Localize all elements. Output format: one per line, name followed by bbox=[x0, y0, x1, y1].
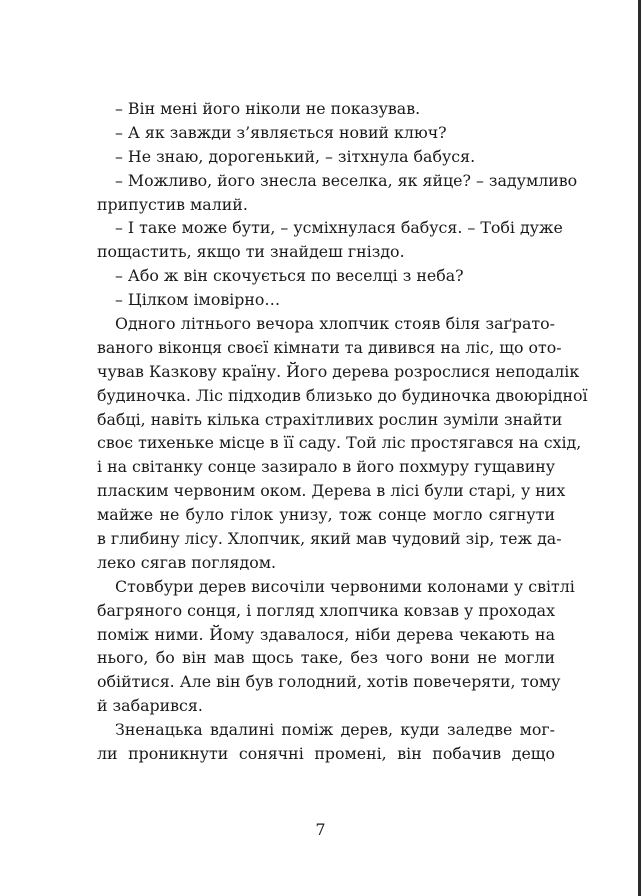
page-number: 7 bbox=[315, 820, 326, 839]
text-line: своє тихеньке місце в її саду. Той ліс простягався на схід, bbox=[97, 433, 582, 453]
text-line: пощастить, якщо ти знайдеш гніздо. bbox=[97, 242, 405, 262]
text-line: чував Казкову країну. Його дерева розрослися неподалік bbox=[97, 361, 580, 381]
text-line: Стовбури дерев височіли червоними колонами у світлі bbox=[115, 576, 575, 596]
text-line: майже не було гілок унизу, тож сонце могло сягнути bbox=[97, 505, 555, 525]
text-line: – І таке може бути, – усміхнулася бабуся. – Тобі дуже bbox=[115, 218, 563, 238]
text-line: ли проникнути сонячні промені, він побачив дещо bbox=[97, 744, 555, 764]
text-line: й забарився. bbox=[97, 696, 203, 716]
text-line: – Або ж він скочується по веселці з неба? bbox=[115, 266, 464, 286]
text-line: – Цілком імовірно… bbox=[115, 290, 281, 310]
text-line: пласким червоним оком. Дерева в лісі були старі, у них bbox=[97, 481, 566, 501]
text-line: нього, бо він мав щось таке, без чого вони не могли bbox=[97, 648, 555, 668]
text-line: в глибину лісу. Хлопчик, який мав чудовий зір, теж да- bbox=[97, 529, 562, 549]
text-line: Зненацька вдалині поміж дерев, куди заледве мог- bbox=[115, 720, 555, 740]
text-line: поміж ними. Йому здавалося, ніби дерева чекають на bbox=[97, 624, 555, 644]
text-line: припустив малий. bbox=[97, 194, 248, 214]
body-text bbox=[97, 97, 588, 766]
text-line: – Не знаю, дорогенький, – зітхнула бабуся. bbox=[115, 146, 476, 166]
text-line: обійтися. Але він був голодний, хотів повечеряти, тому bbox=[97, 672, 561, 692]
text-line: – Можливо, його знесла веселка, як яйце? – задумливо bbox=[115, 170, 578, 190]
text-line: – Він мені його ніколи не показував. bbox=[115, 99, 421, 118]
text-line: бабці, навіть кілька страхітливих рослин зуміли знайти bbox=[97, 409, 563, 429]
text-line: Одного літнього вечора хлопчик стояв біля заґрато- bbox=[115, 314, 555, 334]
text-line: ваного віконця своєї кімнати та дивився на ліс, що ото- bbox=[97, 337, 562, 357]
text-line: леко сягав поглядом. bbox=[97, 552, 277, 572]
text-line: – А як завжди з’являється новий ключ? bbox=[115, 122, 447, 142]
text-line: і на світанку сонце зазирало в його похмуру гущавину bbox=[97, 457, 556, 477]
text-line: багряного сонця, і погляд хлопчика ковзав у проходах bbox=[97, 600, 555, 620]
text-line: будиночка. Ліс підходив близько до будиночка двоюрідної bbox=[97, 385, 588, 405]
